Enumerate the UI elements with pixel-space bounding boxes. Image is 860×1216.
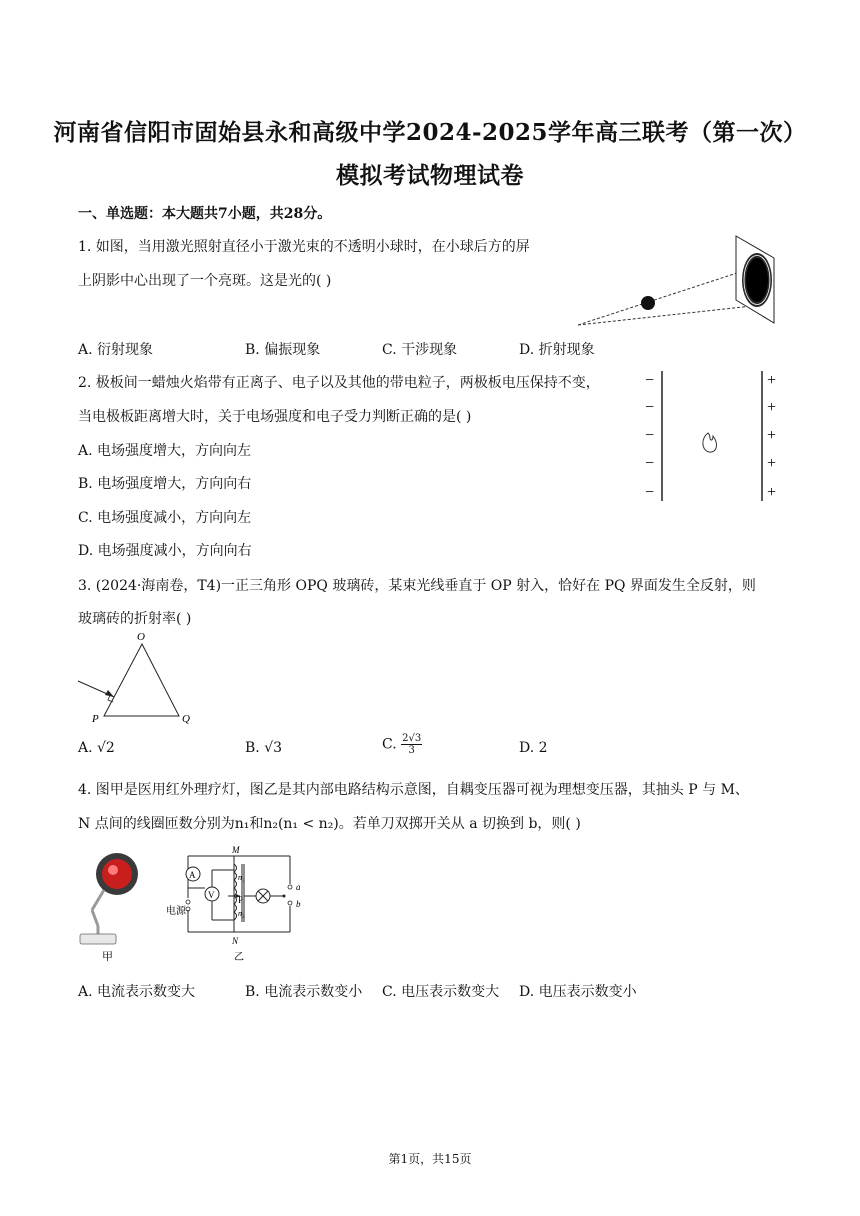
label-b: b [296,899,301,909]
q3-option-d[interactable]: D. 2 [519,740,548,756]
opaque-ball [641,296,655,310]
terminal-a [288,885,292,889]
q3-triangle-figure [76,628,206,728]
label-ammeter: A [189,870,196,880]
q4-option-a[interactable]: A. 电流表示数变大 [78,984,196,1000]
lamp-base [80,934,116,944]
fraction-numerator: 2√3 [402,733,422,744]
label-jia: 甲 [102,951,113,963]
q2-option-d[interactable]: D. 电场强度减小，方向向右 [78,543,252,559]
label-M: M [232,845,240,855]
q3-option-b[interactable]: B. √3 [245,740,283,756]
label-O: O [137,631,145,643]
q1-option-c[interactable]: C. 干涉现象 [382,342,458,358]
q2-plates-figure [640,368,790,508]
glass-triangle [104,644,179,716]
label-P-tap: P [238,895,244,905]
page-title-line1: 河南省信阳市固始县永和高级中学2024-2025学年高三联考（第一次） [53,119,807,146]
q1-option-d[interactable]: D. 折射现象 [519,342,595,358]
q4-lamp-figure [74,848,154,964]
plus-sign: + [767,484,777,501]
terminal-b [288,901,292,905]
q4-circuit-figure [160,840,310,968]
q3-stem-line2: 玻璃砖的折射率( ) [78,611,192,627]
q2-stem-line2: 当电极板距离增大时，关于电场强度和电子受力判断正确的是( ) [78,409,472,425]
minus-sign: − [645,427,655,444]
q3-option-c-prefix: C. [382,736,397,753]
q4-stem-line2: N 点间的线圈匝数分别为n₁和n₂(n₁ < n₂)。若单刀双掷开关从 a 切换到 b，则( ) [78,816,581,832]
q4-option-d[interactable]: D. 电压表示数变小 [519,984,637,1000]
fraction-denominator: 3 [408,745,415,756]
q2-option-a[interactable]: A. 电场强度增大，方向向左 [78,443,252,459]
page-footer: 第1页，共15页 [388,1152,472,1166]
q3-option-c-fraction [401,733,422,756]
q3-option-a[interactable]: A. √2 [78,740,115,756]
section-heading: 一、单选题：本大题共7小题，共28分。 [78,206,332,222]
q1-option-a[interactable]: A. 衍射现象 [78,342,154,358]
label-P: P [92,713,99,725]
q2-option-b[interactable]: B. 电场强度增大，方向向右 [78,476,252,492]
label-yi: 乙 [234,952,244,963]
page-title-line2: 模拟考试物理试卷 [336,162,524,189]
q4-option-c[interactable]: C. 电压表示数变大 [382,984,500,1000]
q4-stem-line1: 4. 图甲是医用红外理疗灯，图乙是其内部电路结构示意图，自耦变压器可视为理想变压器，其抽头 P 与 M、 [78,782,749,798]
q4-option-b[interactable]: B. 电流表示数变小 [245,984,363,1000]
minus-sign: − [645,399,655,416]
label-voltmeter: V [208,890,215,900]
q2-stem-line1: 2. 极板间一蜡烛火焰带有正离子、电子以及其他的带电粒子，两极板电压保持不变， [78,375,600,391]
q1-stem-line2: 上阴影中心出现了一个亮斑。这是光的( ) [78,273,332,289]
plus-sign: + [767,372,777,389]
candle-flame-icon [703,433,717,452]
label-a: a [296,882,301,892]
q3-stem-line1: 3. (2024·海南卷，T4)一正三角形 OPQ 玻璃砖，某束光线垂直于 OP 射入，恰好在 PQ 界面发生全反射，则 [78,578,756,594]
q1-laser-figure [572,232,790,332]
minus-sign: − [645,455,655,472]
q1-option-b[interactable]: B. 偏振现象 [245,342,321,358]
q3-option-c[interactable] [382,733,422,756]
label-N: N [232,936,239,946]
label-power-source: 电源 [166,906,186,917]
q2-option-c[interactable]: C. 电场强度减小，方向向左 [78,510,252,526]
q1-stem-line1: 1. 如图，当用激光照射直径小于激光束的不透明小球时，在小球后方的屏 [78,239,530,255]
lamp-bulb [102,859,132,889]
plus-sign: + [767,455,777,472]
plus-sign: + [767,399,777,416]
plus-sign: + [767,427,777,444]
minus-sign: − [645,484,655,501]
label-n2: n₂ [238,909,245,918]
minus-sign: − [645,372,655,389]
label-n1: n₁ [238,873,245,882]
label-Q: Q [182,713,190,725]
